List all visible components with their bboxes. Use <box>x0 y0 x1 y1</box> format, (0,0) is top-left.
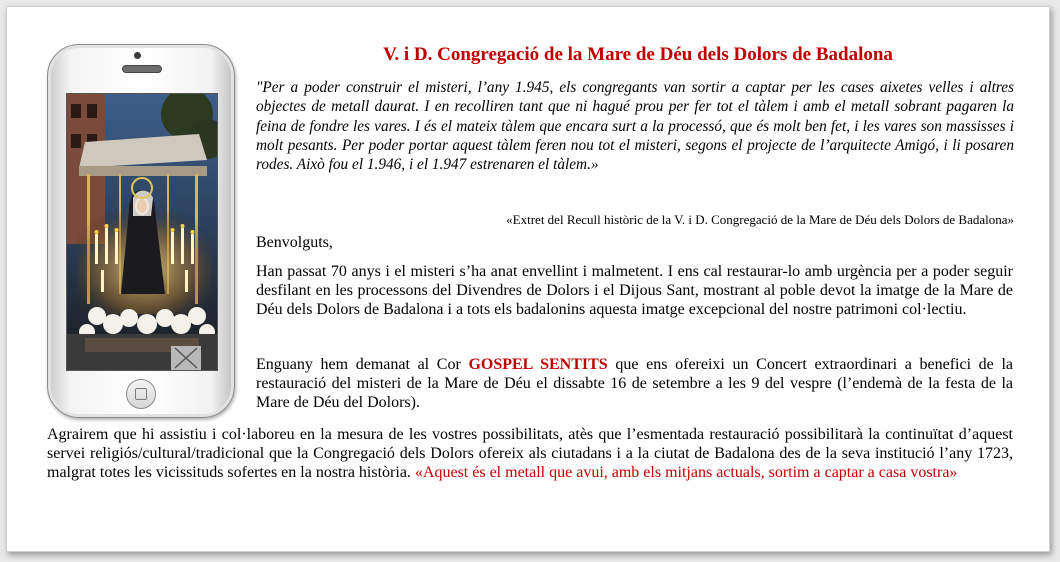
historical-quote: "Per a poder construir el misteri, l’any 1.945, els congregants van sortir a captar per les cases aixetes velles i altres objectes de metall daurat. I en recolliren tant que ni hagué prou per fer tot el tàlem i amb el metall sobrant pagaren la feina de fondre les vares. I és el mateix tàlem que encara surt a la processó, que és molt ben fet, i les vares son massisses i molt pesants. Per poder portar aquest tàlem feren nou tot el misteri, segons el projecte de l’arquitecte Amigó, i li posaren rodes. Això fou el 1.946, i el 1.947 estrenaren el tàlem.» <box>256 79 1014 174</box>
appeal-paragraph <box>47 425 1013 482</box>
speaker-grille <box>122 65 162 73</box>
closing-slogan: «Aquest és el metall que avui, amb els mitjans actuals, sortim a captar a casa vostra» <box>414 464 958 481</box>
concert-details-text: que ens ofereixi un Concert extraordinari a benefici de la restauració del misteri de la Mare de Déu el dissabte 16 de setembre a les 9 del vespre (l’endemà de la festa de la Mare de Déu del Dolors). <box>256 356 1013 411</box>
greeting: Benvolguts, <box>256 234 333 251</box>
home-button-icon <box>126 379 156 409</box>
congregation-title: V. i D. Congregació de la Mare de Déu dels Dolors de Badalona <box>383 44 893 65</box>
choir-name: GOSPEL SENTITS <box>468 356 608 373</box>
concert-paragraph <box>256 355 1013 412</box>
concert-intro-text: Enguany hem demanat al Cor <box>256 356 469 373</box>
quote-source: «Extret del Recull històric de la V. i D. Congregació de la Mare de Déu dels Dolors de Badalona» <box>506 212 1014 227</box>
procession-photo <box>66 93 218 371</box>
appeal-text: Agrairem que hi assistiu i col·laboreu en la mesura de les vostres possibilitats, atès que l’esmentada restauració possibilitarà la continuïtat d’aquest servei religiós/cultural/tradicional que la Congregació dels Dolors ofereix als ciutadans i a la ciutat de Badalona des de la seva institució l’any 1723, malgrat totes les vicissituds sofertes en la nostra història. <box>47 426 1013 481</box>
restoration-paragraph: Han passat 70 anys i el misteri s’ha anat envellint i malmetent. I ens cal restaurar-lo amb urgència per a poder seguir desfilant en les processons del Divendres de Dolors i el Dijous Sant, mostrant al poble devot la imatge de la Mare de Déu dels Dolors de Badalona i a tots els badalonins aquesta imatge excepcional del nostre patrimoni col·lectiu. <box>256 263 1013 318</box>
camera-icon <box>134 52 141 59</box>
smartphone-illustration <box>47 44 235 418</box>
